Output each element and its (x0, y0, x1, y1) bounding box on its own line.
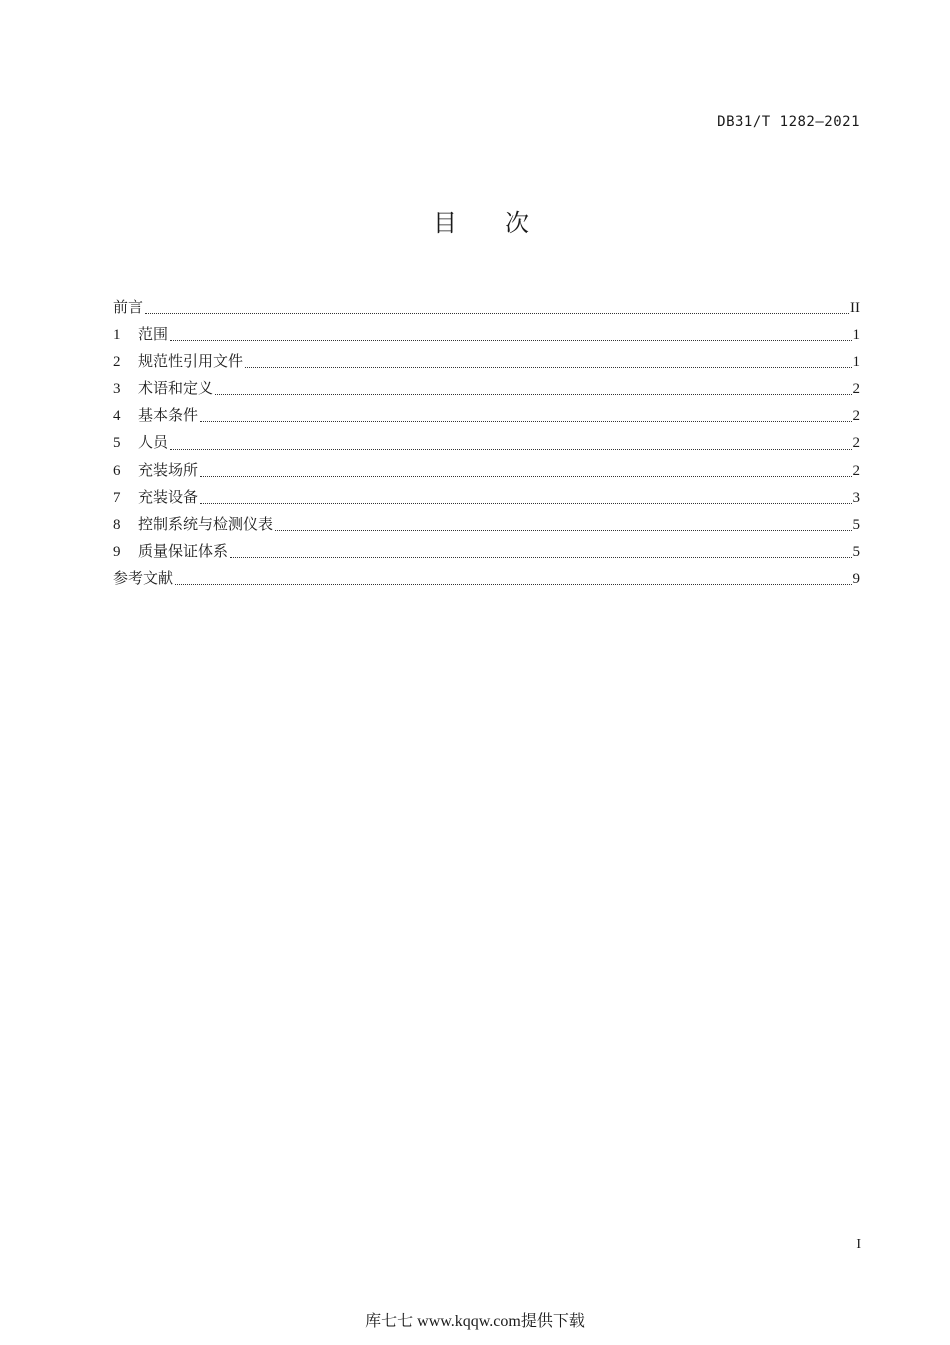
toc-entry-number: 5 (113, 435, 121, 452)
toc-entry-page: 3 (852, 489, 860, 506)
toc-entry[interactable] (113, 429, 860, 456)
document-code: DB31/T 1282—2021 (717, 114, 860, 130)
toc-entry-page: 5 (852, 516, 860, 533)
toc-entry-number: 2 (113, 354, 121, 371)
toc-entry-label: 质量保证体系 (138, 541, 229, 560)
toc-entry[interactable] (113, 511, 860, 538)
toc-entry-number: 7 (113, 489, 121, 506)
toc-dot-leader (145, 313, 849, 314)
toc-dot-leader (230, 557, 851, 558)
toc-dot-leader (170, 449, 851, 450)
toc-entry[interactable] (113, 484, 860, 511)
toc-entry-page: 5 (852, 543, 860, 560)
toc-entry-references[interactable] (113, 565, 860, 592)
toc-entry-page: 2 (852, 408, 860, 425)
toc-entry-number: 9 (113, 543, 121, 560)
toc-entry-page: 1 (852, 354, 860, 371)
toc-entry-page: 1 (852, 327, 860, 344)
toc-entry-label: 范围 (138, 325, 169, 344)
toc-entry[interactable] (113, 402, 860, 429)
toc-entry[interactable] (113, 457, 860, 484)
toc-entry-preface[interactable] (113, 294, 860, 321)
page-number: I (856, 1237, 861, 1252)
toc-entry-label: 规范性引用文件 (138, 352, 244, 371)
toc-dot-leader (215, 394, 851, 395)
toc-entry-number: 1 (113, 327, 121, 344)
toc-dot-leader (175, 584, 851, 585)
toc-entry-label: 基本条件 (138, 406, 199, 425)
toc-entry-label: 充装场所 (138, 460, 199, 479)
toc-entry-label: 充装设备 (138, 487, 199, 506)
toc-entry-page: 2 (852, 381, 860, 398)
toc-entry-number: 3 (113, 381, 121, 398)
toc-dot-leader (275, 530, 851, 531)
toc-dot-leader (245, 367, 851, 368)
toc-entry-label: 前言 (113, 298, 144, 316)
toc-entry[interactable] (113, 375, 860, 402)
toc-entry-label: 参考文献 (113, 568, 174, 587)
toc-dot-leader (200, 421, 851, 422)
toc-dot-leader (200, 503, 851, 504)
toc-entry-page: 2 (852, 435, 860, 452)
toc-entry-label: 人员 (138, 433, 169, 452)
toc-entry-number: 4 (113, 408, 121, 425)
page-title: 目次 (433, 209, 577, 237)
table-of-contents (113, 294, 860, 592)
toc-entry-number: 8 (113, 516, 121, 533)
toc-entry[interactable] (113, 538, 860, 565)
toc-entry[interactable] (113, 321, 860, 348)
toc-entry[interactable] (113, 348, 860, 375)
toc-entry-page: 9 (852, 570, 860, 587)
toc-entry-label: 控制系统与检测仪表 (138, 514, 274, 533)
download-credit: 库七七 www.kqqw.com提供下载 (365, 1313, 585, 1330)
toc-entry-number: 6 (113, 462, 121, 479)
toc-dot-leader (200, 476, 851, 477)
toc-dot-leader (170, 340, 851, 341)
toc-entry-page: 2 (852, 462, 860, 479)
toc-entry-label: 术语和定义 (138, 379, 214, 398)
toc-entry-page: II (850, 300, 860, 316)
